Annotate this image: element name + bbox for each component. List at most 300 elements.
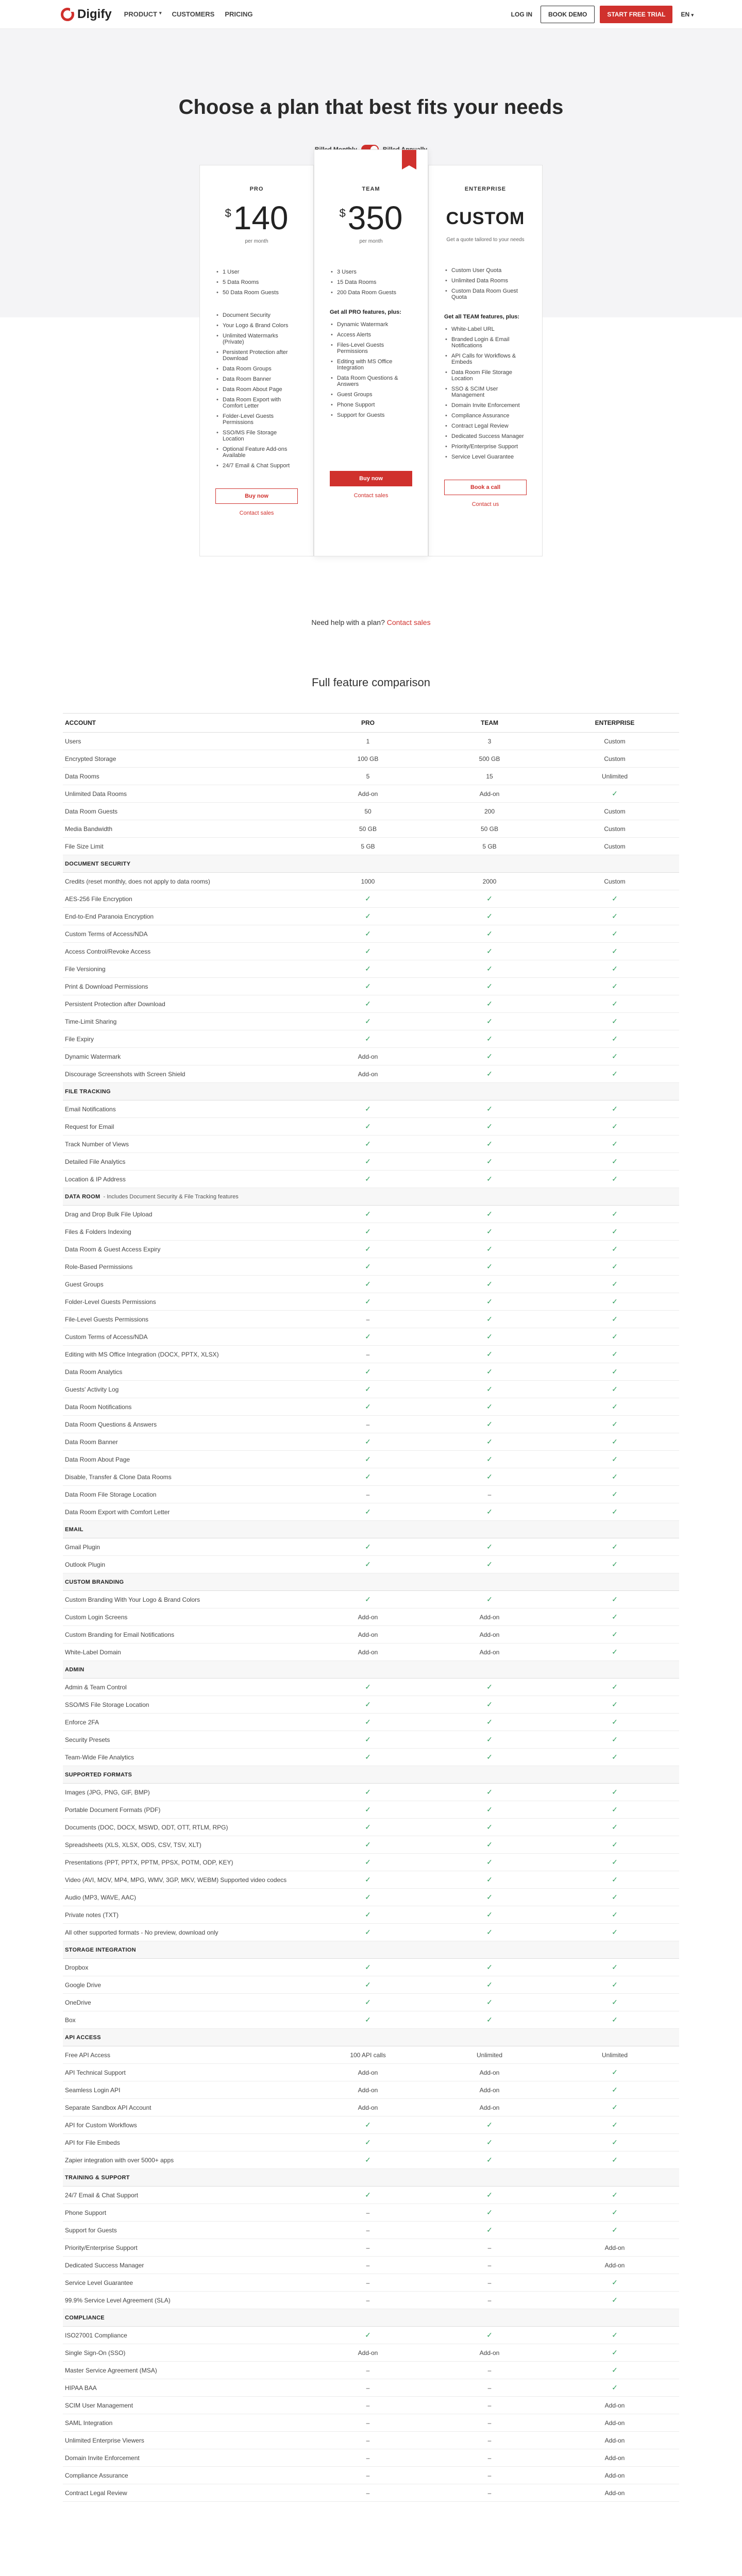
table-row bbox=[63, 2432, 679, 2449]
feature-label: Role-Based Permissions bbox=[65, 1263, 133, 1270]
team-value: ✓ bbox=[486, 1402, 493, 1411]
table-row bbox=[63, 2362, 679, 2379]
team-value: ✓ bbox=[486, 1893, 493, 1901]
table-row bbox=[63, 1381, 679, 1398]
team-value: – bbox=[487, 2489, 492, 2497]
nav-link-pricing[interactable]: PRICING bbox=[225, 10, 253, 18]
nav-link-product[interactable]: PRODUCT bbox=[124, 10, 157, 18]
list-item: • 50 Data Room Guests bbox=[215, 287, 298, 298]
feature-label: API for Custom Workflows bbox=[65, 2121, 137, 2129]
team-value: ✓ bbox=[486, 1315, 493, 1323]
pro-value: Add-on bbox=[358, 1053, 378, 1060]
feature-label: Support for Guests bbox=[65, 2226, 117, 2234]
pro-value: ✓ bbox=[365, 999, 371, 1008]
enterprise-value: ✓ bbox=[612, 1980, 618, 1989]
enterprise-value: ✓ bbox=[612, 1490, 618, 1498]
feature-label: Master Service Agreement (MSA) bbox=[65, 2366, 157, 2374]
enterprise-value: ✓ bbox=[612, 1017, 618, 1025]
team-value: ✓ bbox=[486, 1017, 493, 1025]
table-row bbox=[63, 1153, 679, 1171]
pro-value: Add-on bbox=[358, 2086, 378, 2094]
enterprise-value: ✓ bbox=[612, 2138, 618, 2146]
team-value: Add-on bbox=[479, 1648, 500, 1656]
table-row bbox=[63, 2414, 679, 2432]
help-text: Need help with a plan? bbox=[311, 618, 385, 626]
table-row bbox=[63, 978, 679, 995]
feature-label: Data Room Analytics bbox=[65, 1368, 123, 1376]
enterprise-value: ✓ bbox=[612, 1350, 618, 1358]
team-value: ✓ bbox=[486, 1683, 493, 1691]
enterprise-value: ✓ bbox=[612, 789, 618, 798]
feature-label: Encrypted Storage bbox=[65, 755, 116, 762]
feature-label: Detailed File Analytics bbox=[65, 1158, 126, 1165]
pro-value: ✓ bbox=[365, 1735, 371, 1743]
feature-label: Discourage Screenshots with Screen Shield bbox=[65, 1070, 185, 1078]
enterprise-value: Add-on bbox=[604, 2436, 625, 2444]
list-item: • 1 User bbox=[215, 267, 298, 277]
table-row bbox=[63, 1679, 679, 1696]
feature-label: Media Bandwidth bbox=[65, 825, 113, 833]
enterprise-value: ✓ bbox=[612, 1070, 618, 1078]
section-header bbox=[63, 1188, 679, 1206]
table-row bbox=[63, 2327, 679, 2344]
table-row bbox=[63, 2116, 679, 2134]
team-value: Add-on bbox=[479, 2104, 500, 2111]
pro-value: ✓ bbox=[365, 1437, 371, 1446]
plan-price bbox=[330, 201, 412, 234]
book-a-call-button[interactable]: Book a call bbox=[444, 480, 527, 495]
feature-label: Persistent Protection after Download bbox=[65, 1000, 165, 1008]
table-row bbox=[63, 1906, 679, 1924]
table-row bbox=[63, 1013, 679, 1030]
table-row bbox=[63, 2064, 679, 2081]
feature-label: File-Level Guests Permissions bbox=[65, 1315, 149, 1323]
feature-label: Data Room Questions & Answers bbox=[65, 1420, 157, 1428]
plan-feature-list bbox=[215, 310, 298, 471]
list-item: • Data Room File Storage Location bbox=[444, 367, 527, 384]
team-value: ✓ bbox=[486, 2208, 493, 2216]
feature-label: SAML Integration bbox=[65, 2419, 113, 2427]
team-value: ✓ bbox=[486, 1105, 493, 1113]
list-item: • 15 Data Rooms bbox=[330, 277, 412, 287]
buy-now-button[interactable]: Buy now bbox=[215, 488, 298, 504]
feature-label: Video (AVI, MOV, MP4, MPG, WMV, 3GP, MKV, WEBM) Supported video codecs bbox=[65, 1876, 287, 1884]
team-value: ✓ bbox=[486, 1227, 493, 1235]
nav-link-customers[interactable]: CUSTOMERS bbox=[172, 10, 215, 18]
team-value: ✓ bbox=[486, 1560, 493, 1568]
list-item: • Data Room About Page bbox=[215, 384, 298, 395]
section-header bbox=[63, 1661, 679, 1679]
pro-value: ✓ bbox=[365, 1875, 371, 1884]
team-value: – bbox=[487, 2419, 492, 2427]
enterprise-value: ✓ bbox=[612, 2296, 618, 2304]
feature-label: Custom Branding for Email Notifications bbox=[65, 1631, 175, 1638]
table-row bbox=[63, 1731, 679, 1749]
pro-value: Add-on bbox=[358, 2104, 378, 2111]
table-row bbox=[63, 2274, 679, 2292]
pro-value: – bbox=[366, 2436, 370, 2444]
pro-value: ✓ bbox=[365, 2331, 371, 2339]
enterprise-value: ✓ bbox=[612, 999, 618, 1008]
table-row bbox=[63, 803, 679, 820]
plan-feature-list bbox=[444, 324, 527, 462]
pro-value: – bbox=[366, 2244, 370, 2251]
feature-label: File Expiry bbox=[65, 1035, 94, 1043]
pro-value: ✓ bbox=[365, 1683, 371, 1691]
bookmark-ribbon-icon bbox=[402, 150, 416, 170]
table-row bbox=[63, 1223, 679, 1241]
table-row bbox=[63, 890, 679, 908]
table-row bbox=[63, 1994, 679, 2011]
pro-value: 50 GB bbox=[359, 825, 377, 833]
team-value: 2000 bbox=[482, 877, 497, 885]
table-row bbox=[63, 1714, 679, 1731]
pro-value: Add-on bbox=[358, 1631, 378, 1638]
team-value: ✓ bbox=[486, 1140, 493, 1148]
comparison-table bbox=[63, 713, 679, 2502]
section-header bbox=[63, 2169, 679, 2187]
feature-label: Guest Groups bbox=[65, 1280, 104, 1288]
enterprise-value: Custom bbox=[604, 807, 626, 815]
list-item: • Branded Login & Email Notifications bbox=[444, 334, 527, 351]
plan-card-pro bbox=[199, 165, 314, 556]
enterprise-value: ✓ bbox=[612, 912, 618, 920]
table-row bbox=[63, 1924, 679, 1941]
enterprise-value: ✓ bbox=[612, 1420, 618, 1428]
pro-value: ✓ bbox=[365, 1245, 371, 1253]
section-title: COMPLIANCE bbox=[65, 2314, 105, 2321]
enterprise-value: ✓ bbox=[612, 2383, 618, 2392]
table-row bbox=[63, 733, 679, 750]
pro-value: ✓ bbox=[365, 1910, 371, 1919]
team-value: ✓ bbox=[486, 1455, 493, 1463]
feature-label: Presentations (PPT, PPTX, PPTM, PPSX, POTM, ODP, KEY) bbox=[65, 1858, 233, 1866]
book-demo-button[interactable]: BOOK DEMO bbox=[541, 6, 595, 23]
feature-label: Data Room Notifications bbox=[65, 1403, 132, 1411]
pro-value: ✓ bbox=[365, 929, 371, 938]
plan-quick-list bbox=[215, 267, 298, 298]
pro-value: ✓ bbox=[365, 1840, 371, 1849]
list-item: • Custom Data Room Guest Quota bbox=[444, 286, 527, 302]
pro-value: ✓ bbox=[365, 1472, 371, 1481]
list-item: • Files-Level Guests Permissions bbox=[330, 340, 412, 357]
pro-value: – bbox=[366, 2226, 370, 2234]
team-value: ✓ bbox=[486, 1052, 493, 1060]
team-value: ✓ bbox=[486, 964, 493, 973]
pro-value: – bbox=[366, 2366, 370, 2374]
price-currency: $ bbox=[225, 207, 231, 219]
feature-label: Documents (DOC, DOCX, MSWD, ODT, OTT, RTLM, RPG) bbox=[65, 1823, 228, 1831]
pro-value: ✓ bbox=[365, 1963, 371, 1971]
contact-sales-link[interactable]: Contact sales bbox=[386, 618, 431, 626]
plan-name: PRO bbox=[249, 186, 264, 192]
list-item: • Compliance Assurance bbox=[444, 411, 527, 421]
top-nav bbox=[0, 0, 742, 29]
pro-value: ✓ bbox=[365, 1998, 371, 2006]
pro-value: ✓ bbox=[365, 1367, 371, 1376]
enterprise-value: ✓ bbox=[612, 1157, 618, 1165]
enterprise-value: ✓ bbox=[612, 1052, 618, 1060]
digify-logo[interactable] bbox=[61, 7, 112, 22]
price-period: per month bbox=[245, 239, 268, 244]
section-header bbox=[63, 1766, 679, 1784]
enterprise-value: ✓ bbox=[612, 1963, 618, 1971]
page-title: Choose a plan that best fits your needs bbox=[178, 96, 564, 118]
enterprise-value: ✓ bbox=[612, 1105, 618, 1113]
team-value: ✓ bbox=[486, 1788, 493, 1796]
feature-label: ISO27001 Compliance bbox=[65, 2331, 127, 2339]
table-row bbox=[63, 1871, 679, 1889]
list-item: • Folder-Level Guests Permissions bbox=[215, 411, 298, 428]
plan-name: ENTERPRISE bbox=[464, 186, 507, 192]
feature-label: Track Number of Views bbox=[65, 1140, 129, 1148]
login-link[interactable]: LOG IN bbox=[511, 10, 532, 18]
list-item: • Dedicated Success Manager bbox=[444, 431, 527, 442]
feature-label: Images (JPG, PNG, GIF, BMP) bbox=[65, 1788, 150, 1796]
enterprise-value: ✓ bbox=[612, 1140, 618, 1148]
pro-value: ✓ bbox=[365, 1210, 371, 1218]
team-value: – bbox=[487, 2296, 492, 2304]
table-row bbox=[63, 2344, 679, 2362]
enterprise-value: ✓ bbox=[612, 1928, 618, 1936]
table-row bbox=[63, 2134, 679, 2151]
feature-label: File Versioning bbox=[65, 965, 106, 973]
table-row bbox=[63, 1363, 679, 1381]
enterprise-value: Add-on bbox=[604, 2419, 625, 2427]
team-value: Add-on bbox=[479, 790, 500, 798]
table-row bbox=[63, 1801, 679, 1819]
pro-value: – bbox=[366, 1315, 370, 1323]
team-value: ✓ bbox=[486, 1245, 493, 1253]
language-label: EN bbox=[681, 10, 690, 18]
plan-quick-list bbox=[330, 267, 412, 298]
feature-label: Data Room Export with Comfort Letter bbox=[65, 1508, 170, 1516]
table-row bbox=[63, 1276, 679, 1293]
pro-value: 5 bbox=[366, 772, 370, 780]
enterprise-value: Custom bbox=[604, 755, 626, 762]
table-row bbox=[63, 2081, 679, 2099]
table-row bbox=[63, 750, 679, 768]
enterprise-value: Custom bbox=[604, 825, 626, 833]
pro-value: Add-on bbox=[358, 2349, 378, 2357]
feature-label: Users bbox=[65, 737, 81, 745]
pro-value: ✓ bbox=[365, 1507, 371, 1516]
enterprise-value: ✓ bbox=[612, 1455, 618, 1463]
feature-label: Guests' Activity Log bbox=[65, 1385, 119, 1393]
feature-label: Data Room File Storage Location bbox=[65, 1490, 157, 1498]
plan-price bbox=[444, 201, 527, 229]
list-item: • Contract Legal Review bbox=[444, 421, 527, 431]
table-row bbox=[63, 1241, 679, 1258]
feature-label: Outlook Plugin bbox=[65, 1561, 106, 1568]
enterprise-value: ✓ bbox=[612, 2121, 618, 2129]
pro-value: ✓ bbox=[365, 1385, 371, 1393]
plan-name: TEAM bbox=[362, 186, 380, 192]
team-value: ✓ bbox=[486, 1998, 493, 2006]
chevron-down-icon: ▾ bbox=[159, 10, 162, 15]
feature-label: Custom Branding With Your Logo & Brand Colors bbox=[65, 1596, 200, 1603]
enterprise-value: Add-on bbox=[604, 2261, 625, 2269]
pro-value: – bbox=[366, 2296, 370, 2304]
table-row bbox=[63, 1538, 679, 1556]
feature-label: Contract Legal Review bbox=[65, 2489, 127, 2497]
feature-label: Print & Download Permissions bbox=[65, 982, 148, 990]
table-row bbox=[63, 1328, 679, 1346]
table-row bbox=[63, 820, 679, 838]
team-value: Add-on bbox=[479, 2086, 500, 2094]
team-value: – bbox=[487, 2261, 492, 2269]
table-row bbox=[63, 2099, 679, 2116]
pro-value: ✓ bbox=[365, 1753, 371, 1761]
feature-label: Unlimited Data Rooms bbox=[65, 790, 127, 798]
pro-value: ✓ bbox=[365, 2138, 371, 2146]
table-row bbox=[63, 1311, 679, 1328]
feature-label: Team-Wide File Analytics bbox=[65, 1753, 134, 1761]
contact-sales-link[interactable]: Contact sales bbox=[353, 493, 389, 499]
table-row bbox=[63, 1433, 679, 1451]
section-header bbox=[63, 855, 679, 873]
feature-label: Data Room Guests bbox=[65, 807, 118, 815]
feature-label: Enforce 2FA bbox=[65, 1718, 99, 1726]
enterprise-value: Custom bbox=[604, 877, 626, 885]
team-value: ✓ bbox=[486, 2015, 493, 2024]
list-item: • Document Security bbox=[215, 310, 298, 320]
team-value: ✓ bbox=[486, 2191, 493, 2199]
team-value: – bbox=[487, 2279, 492, 2286]
table-row bbox=[63, 2467, 679, 2484]
list-item: • Optional Feature Add-ons Available bbox=[215, 444, 298, 461]
plan-help-text bbox=[0, 618, 742, 626]
feature-label: All other supported formats - No preview, download only bbox=[65, 1928, 218, 1936]
list-item: • Guest Groups bbox=[330, 389, 412, 400]
enterprise-value: ✓ bbox=[612, 1332, 618, 1341]
pro-value: ✓ bbox=[365, 1105, 371, 1113]
digify-logo-icon bbox=[61, 8, 74, 21]
pro-value: – bbox=[366, 2209, 370, 2216]
feature-label: Seamless Login API bbox=[65, 2086, 121, 2094]
pro-value: ✓ bbox=[365, 1858, 371, 1866]
feature-label: Separate Sandbox API Account bbox=[65, 2104, 151, 2111]
comparison-title: Full feature comparison bbox=[312, 676, 430, 689]
section-title: DOCUMENT SECURITY bbox=[65, 860, 131, 867]
plan-feature-list bbox=[330, 319, 412, 420]
team-value: ✓ bbox=[486, 1718, 493, 1726]
feature-label: Spreadsheets (XLS, XLSX, ODS, CSV, TSV, XLT) bbox=[65, 1841, 201, 1849]
pro-value: ✓ bbox=[365, 1332, 371, 1341]
pro-value: Add-on bbox=[358, 1070, 378, 1078]
pro-value: – bbox=[366, 2489, 370, 2497]
start-free-trial-button[interactable]: START FREE TRIAL bbox=[600, 6, 672, 23]
feature-label: Private notes (TXT) bbox=[65, 1911, 119, 1919]
team-value: – bbox=[487, 2436, 492, 2444]
section-title: SUPPORTED FORMATS bbox=[65, 1771, 132, 1778]
table-row bbox=[63, 838, 679, 855]
nav-actions bbox=[508, 6, 697, 23]
pro-value: ✓ bbox=[365, 1718, 371, 1726]
contact-us-link[interactable]: Contact us bbox=[471, 501, 499, 507]
list-item: • Custom User Quota bbox=[444, 265, 527, 276]
pro-value: ✓ bbox=[365, 1262, 371, 1270]
team-value: ✓ bbox=[486, 1507, 493, 1516]
section-title: FILE TRACKING bbox=[65, 1088, 111, 1095]
table-row bbox=[63, 1608, 679, 1626]
team-value: ✓ bbox=[486, 2156, 493, 2164]
pro-value: ✓ bbox=[365, 1297, 371, 1306]
enterprise-value: ✓ bbox=[612, 2015, 618, 2024]
enterprise-value: ✓ bbox=[612, 947, 618, 955]
team-value: ✓ bbox=[486, 1875, 493, 1884]
enterprise-value: ✓ bbox=[612, 1560, 618, 1568]
feature-label: OneDrive bbox=[65, 1998, 91, 2006]
pro-value: ✓ bbox=[365, 1893, 371, 1901]
list-item: • Dynamic Watermark bbox=[330, 319, 412, 330]
enterprise-value: Unlimited bbox=[601, 772, 628, 780]
section-title: TRAINING & SUPPORT bbox=[65, 2174, 130, 2181]
contact-sales-link[interactable]: Contact sales bbox=[239, 510, 274, 516]
enterprise-value: Add-on bbox=[604, 2454, 625, 2462]
language-selector[interactable] bbox=[678, 7, 697, 22]
team-value: ✓ bbox=[486, 982, 493, 990]
enterprise-value: ✓ bbox=[612, 2156, 618, 2164]
section-header bbox=[63, 1573, 679, 1591]
list-item: • Data Room Questions & Answers bbox=[330, 373, 412, 389]
plan-cards bbox=[0, 165, 742, 556]
table-row bbox=[63, 1416, 679, 1433]
enterprise-value: ✓ bbox=[612, 1735, 618, 1743]
header-team: TEAM bbox=[481, 719, 498, 726]
feature-label: 99.9% Service Level Agreement (SLA) bbox=[65, 2296, 171, 2304]
pro-value: ✓ bbox=[365, 1175, 371, 1183]
enterprise-value: ✓ bbox=[612, 1175, 618, 1183]
team-value: – bbox=[487, 1490, 492, 1498]
team-value: ✓ bbox=[486, 1332, 493, 1341]
list-item: • Data Room Banner bbox=[215, 374, 298, 384]
list-item: • SSO/MS File Storage Location bbox=[215, 428, 298, 444]
table-row bbox=[63, 2204, 679, 2222]
enterprise-value: ✓ bbox=[612, 1683, 618, 1691]
feature-label: Gmail Plugin bbox=[65, 1543, 100, 1551]
table-row bbox=[63, 1696, 679, 1714]
enterprise-value: ✓ bbox=[612, 1367, 618, 1376]
nav-links bbox=[124, 10, 253, 18]
enterprise-value: ✓ bbox=[612, 1507, 618, 1516]
list-item: • Your Logo & Brand Colors bbox=[215, 320, 298, 331]
list-item: • Unlimited Data Rooms bbox=[444, 276, 527, 286]
enterprise-value: ✓ bbox=[612, 1035, 618, 1043]
price-period: per month bbox=[359, 239, 383, 244]
feature-label: Data Room & Guest Access Expiry bbox=[65, 1245, 161, 1253]
list-item: • Access Alerts bbox=[330, 330, 412, 340]
table-row bbox=[63, 785, 679, 803]
table-row bbox=[63, 1626, 679, 1643]
table-header bbox=[63, 713, 679, 733]
enterprise-value: ✓ bbox=[612, 2331, 618, 2339]
feature-label: Free API Access bbox=[65, 2051, 111, 2059]
team-value: ✓ bbox=[486, 894, 493, 903]
list-item: • Service Level Guarantee bbox=[444, 452, 527, 462]
list-item: • Domain Invite Enforcement bbox=[444, 400, 527, 411]
pro-value: 100 API calls bbox=[350, 2051, 386, 2059]
table-row bbox=[63, 1468, 679, 1486]
buy-now-button[interactable]: Buy now bbox=[330, 471, 412, 486]
table-row bbox=[63, 908, 679, 925]
chevron-down-icon: ▾ bbox=[691, 12, 694, 18]
team-value: ✓ bbox=[486, 2121, 493, 2129]
list-item: • Support for Guests bbox=[330, 410, 412, 420]
team-value: ✓ bbox=[486, 1122, 493, 1130]
team-value: ✓ bbox=[486, 1910, 493, 1919]
feature-label: 24/7 Email & Chat Support bbox=[65, 2191, 139, 2199]
